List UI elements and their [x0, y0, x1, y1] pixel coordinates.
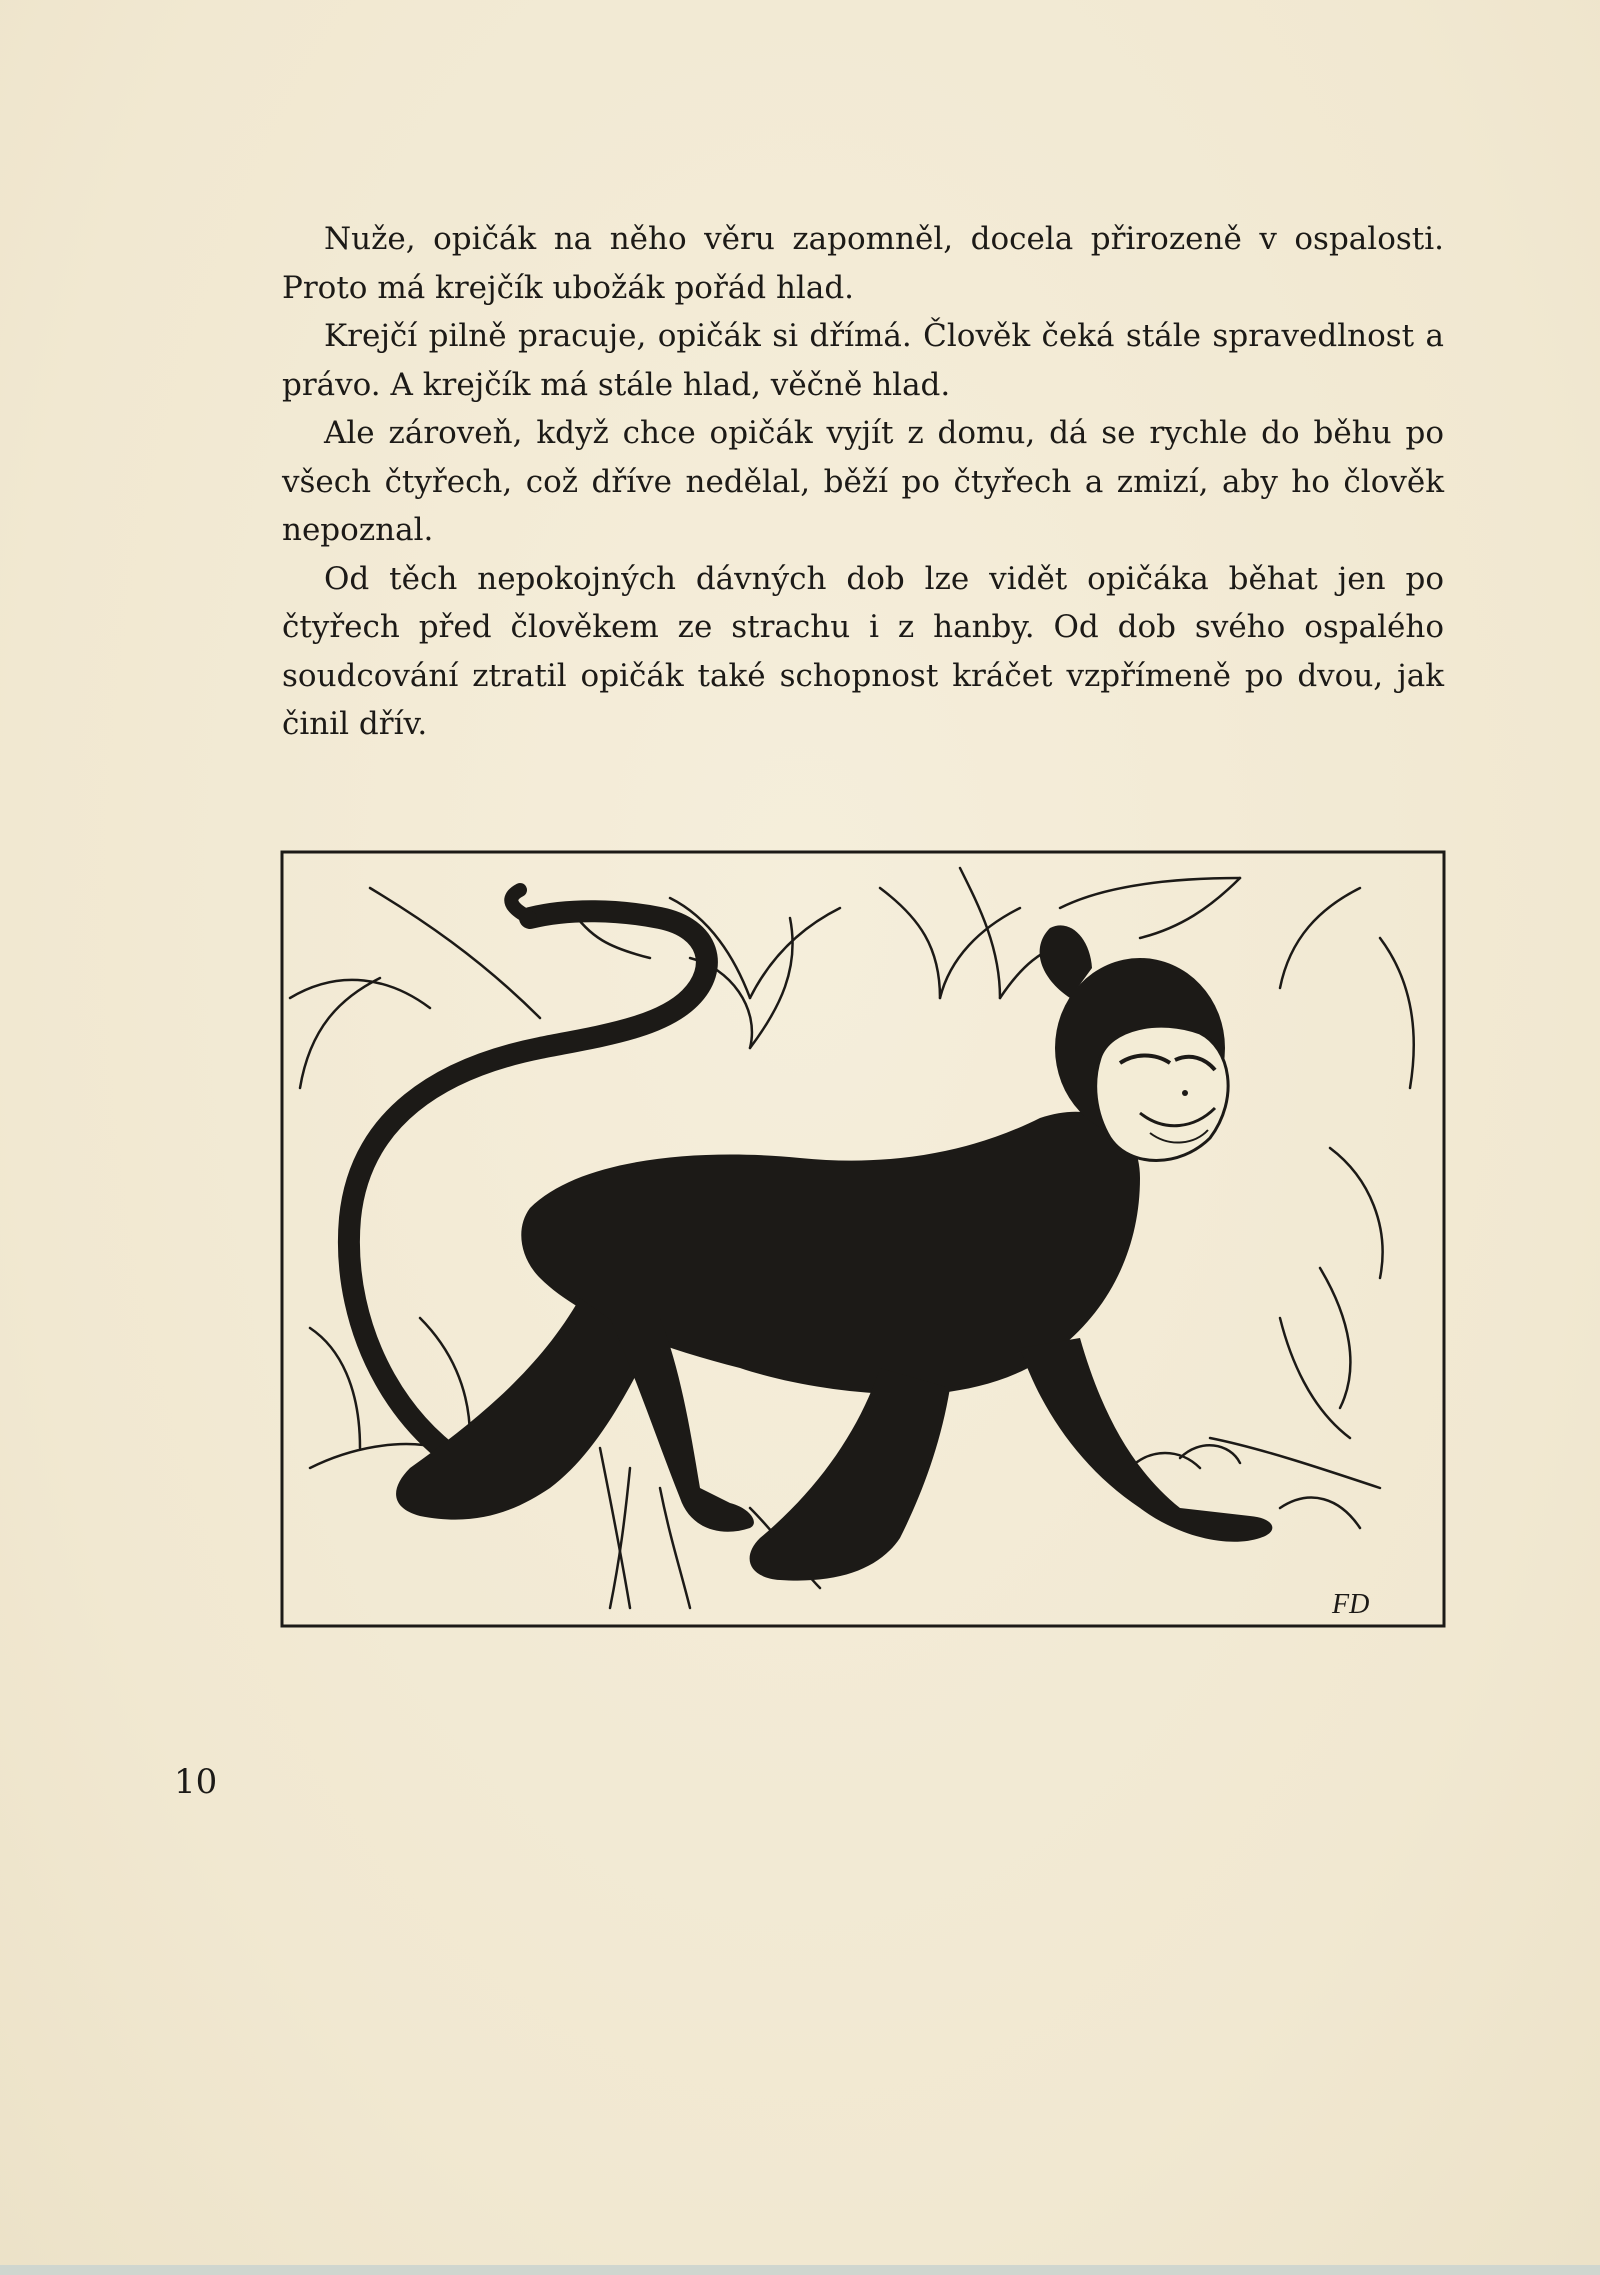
illustrator-signature: FD: [1332, 1589, 1370, 1620]
body-text: [282, 215, 1444, 749]
paragraph-3: Ale zároveň, když chce opičák vyjít z domu, dá se rychle do běhu po všech čtyřech, což dříve nedělal, běží po čtyřech a zmizí, aby ho člověk nepoznal.: [282, 415, 1444, 548]
monkey-drawing: [280, 848, 1448, 1632]
scan-edge: [0, 2265, 1600, 2275]
monkey-front-leg: [750, 1368, 950, 1581]
paragraph-1: Nuže, opičák na něho věru zapomněl, docela přirozeně v ospalosti. Proto má krejčík ubožák pořád hlad.: [282, 221, 1444, 306]
paragraph-4: Od těch nepokojných dávných dob lze vidět opičáka běhat jen po čtyřech před člověkem ze strachu i z hanby. Od dob svého ospalého soudcování ztratil opičák také schopnost kráčet vzpřímeně po dvou, jak činil dřív.: [282, 560, 1444, 742]
monkey-back-leg: [396, 1298, 650, 1520]
paragraph-2: Krejčí pilně pracuje, opičák si dřímá. Člověk čeká stále spravedlnost a právo. A krejčík má stále hlad, věčně hlad.: [282, 318, 1444, 403]
monkey-illustration: [280, 848, 1448, 1632]
page-number: 10: [174, 1762, 218, 1802]
